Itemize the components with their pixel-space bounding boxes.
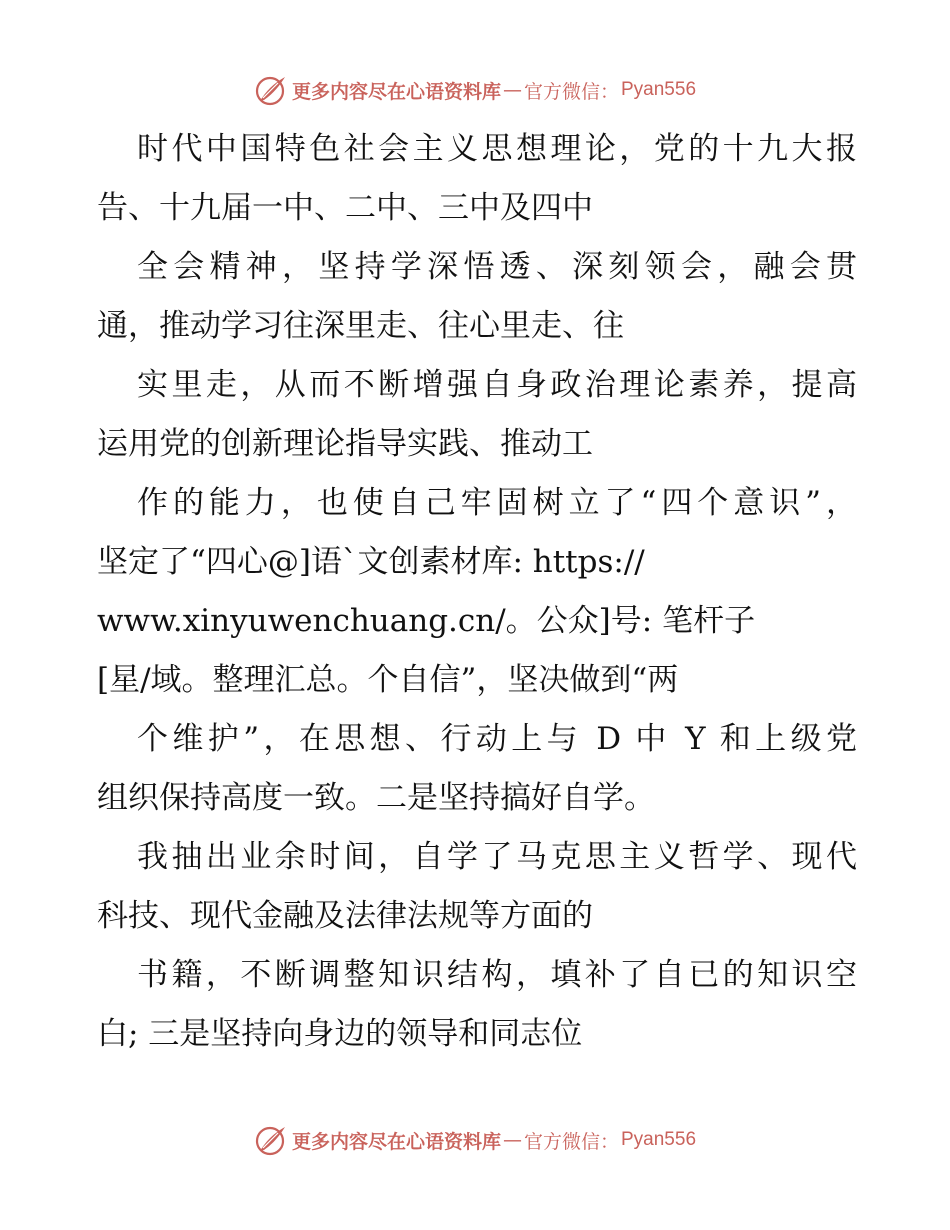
document-body	[97, 120, 857, 1064]
header-site-text: 更多内容尽在心语资料库	[291, 80, 501, 103]
footer-site-text: 更多内容尽在心语资料库	[291, 1130, 501, 1153]
footer-dash: —	[502, 1129, 522, 1151]
header-dash: —	[502, 79, 522, 101]
text-line: 白; 三是坚持向身边的领导和同志位	[97, 1016, 583, 1052]
text-line: [星/域。整理汇总。个自信”，坚决做到“两	[97, 662, 679, 698]
quill-logo-icon	[254, 1123, 288, 1157]
text-line: 通，推动学习往深里走、往心里走、往	[97, 308, 624, 344]
header-wechat-label: 官方微信：	[523, 80, 619, 103]
header-banner	[0, 70, 950, 110]
text-line: 我抽出业余时间，自学了马克思主义哲学、现代	[137, 839, 857, 875]
header-wechat-id: Pyan556	[621, 79, 697, 100]
quill-logo-icon	[254, 73, 288, 107]
text-line: www.xinyuwenchuang.cn/。公众]号: 笔杆子	[97, 603, 756, 639]
text-line: 运用党的创新理论指导实践、推动工	[97, 426, 593, 462]
text-line: 实里走，从而不断增强自身政治理论素养，提高	[137, 367, 857, 403]
text-line: 坚定了“四心@]语`文创素材库: https://	[97, 544, 645, 580]
text-line: 作的能力，也使自己牢固树立了“四个意识”，	[137, 485, 857, 521]
text-line: 时代中国特色社会主义思想理论，党的十九大报	[137, 131, 857, 167]
footer-wechat-id: Pyan556	[621, 1129, 697, 1150]
text-line: 组织保持高度一致。二是坚持搞好自学。	[97, 780, 655, 816]
text-line: 书籍，不断调整知识结构，填补了自已的知识空	[137, 957, 857, 993]
footer-banner	[0, 1120, 950, 1160]
text-line: 科技、现代金融及法律法规等方面的	[97, 898, 593, 934]
text-line: 个维护”，在思想、行动上与 D 中 Y 和上级党	[137, 721, 857, 757]
text-line: 告、十九届一中、二中、三中及四中	[97, 190, 593, 226]
footer-wechat-label: 官方微信：	[523, 1130, 619, 1153]
text-line: 全会精神，坚持学深悟透、深刻领会，融会贯	[137, 249, 857, 285]
